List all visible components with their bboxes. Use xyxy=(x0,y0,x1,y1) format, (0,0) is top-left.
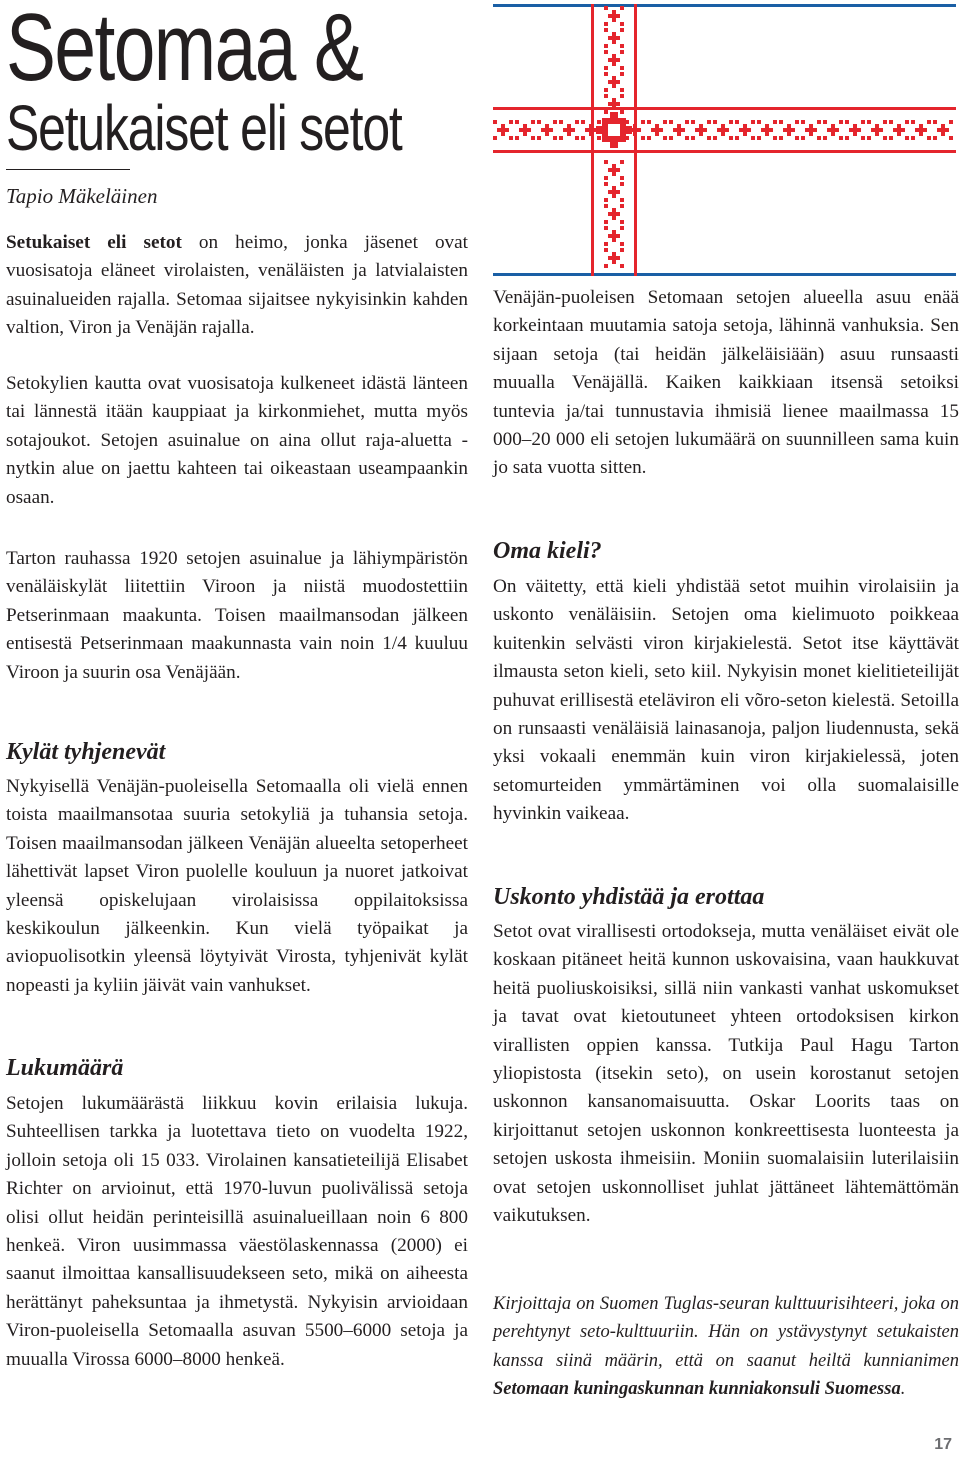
flag-motif xyxy=(735,120,739,124)
flag-motif xyxy=(641,136,645,140)
paragraph-traders: Setokylien kautta ovat vuosisatoja kulkeneet idästä länteen tai lännestä itään kauppiaat ja kirkonmiehet, mutta myös sotajoukot. Setojen asuinalue on aina ollut raja-aluetta - nytkin alue on jaettu kahteen tai oikeastaan useampaankin osaan. xyxy=(6,373,468,508)
paragraph-kieli: On väitetty, että kieli yhdistää setot muihin virolaisiin ja uskonto venäläisiin. Setojen oma kielimuoto poikkeaa kuitenkin selvästi viron kirjakielestä. Setot itse käyttävät ilmausta seton kieli, seto kiil. Nykyisin monet kielitieteilijät puhuvat erillisestä eteläviron eli võro-seton kielestä. Setoilla on runsaasti venäläisiä lainasanoja, paljon liudennusta, sekä yksi vokaali enemmän kuin viron kirjakielessä, joten setomurteiden ymmärtäminen voi olla suomalaisille hyvinkin vaikeaa. xyxy=(493,576,959,825)
paragraph-uskonto: Setot ovat virallisesti ortodokseja, mutta venäläiset eivät ole koskaan pitäneet heitä kunnon uskovaisina, vaan haukkuvat heitä puoliuskoisiksi, sillä niin vankasti vanhat uskomukset ja tavat ovat kietoutuneet yhteen ortodoksisen kirkon virallisten oppien kanssa. Tutkija Paul Hagu Tarton yliopistosta (itsekin seto), on usein korostanut setojen uskonnon kansanomaisuutta. Oskar Loorits taas on kirjoittanut setojen uskonnon konkreettisesta luonteesta ja setojen uskosta ihmeisiin. Moniin suomalaisiin luterilaisiin ovat setojen uskonnolliset juhlat jättäneet lähtemättömän vaikutuksen. xyxy=(493,921,959,1227)
flag-motif xyxy=(620,50,624,54)
flag-motif xyxy=(620,28,624,32)
page-title: Setomaa & xyxy=(6,0,363,101)
flag-motif xyxy=(604,204,608,208)
author-bio xyxy=(493,1290,959,1404)
flag-motif xyxy=(604,248,608,252)
intro-paragraph xyxy=(6,229,468,343)
flag-motif xyxy=(831,124,835,136)
flag-motif xyxy=(765,124,769,136)
flag-motif xyxy=(515,120,519,124)
author: Tapio Mäkeläinen xyxy=(6,184,158,208)
heading-kylat: Kylät tyhjenevät xyxy=(6,739,166,765)
flag-motif xyxy=(620,176,624,180)
flag-motif xyxy=(620,44,624,48)
flag-motif xyxy=(699,124,703,136)
flag-motif xyxy=(861,136,865,140)
flag-motif xyxy=(641,120,645,124)
flag-motif xyxy=(537,120,541,124)
intro-text: on heimo, jonka jäsenet ovat vuosisatoja eläneet virolaisten, venäläisten ja latvialaisten asuinalueiden rajalla. Setomaa sijaitsee nykyisinkin kahden valtion, Viron ja Venäjän rajalla. xyxy=(6,232,468,339)
flag-motif xyxy=(817,136,821,140)
flag-motif xyxy=(620,182,624,186)
flag-motif xyxy=(604,88,608,92)
flag-motif xyxy=(721,124,725,136)
heading-uskonto: Uskonto yhdistää ja erottaa xyxy=(493,884,765,910)
flag-motif xyxy=(604,198,608,202)
bio-text: Kirjoittaja on Suomen Tuglas-seuran kulttuurisihteeri, joka on perehtynyt seto-kulttuuriin. Hän on ystävystynyt setukaisten kanssa siinä määrin, että on saanut heiltä kunnianimen xyxy=(493,1294,959,1371)
paragraph-lukumaara: Setojen lukumäärästä liikkuu kovin erilaisia lukuja. Suhteellisen tarkka ja luotettava tieto on vuodelta 1922, jolloin setoja oli 15 033. Virolainen kansatieteilijä Elisabet Richter on arvioinut, että 1970-luvun puolivälissä setoja olisi ollut heidän perinteisillä asuinalueillaan noin 6 800 henkeä. Viron uusimmassa väestölaskennassa (2000) ei saanut ilmoittaa kansallisuudekseen seto, mikä on aiheesta herättänyt paheksuntaa ja ihmetystä. Nykyisin arvioidaan Viron-puoleisella Setomaalla asuvan 5500–6000 setoja ja muualla Virossa 6000–8000 henkeä. xyxy=(6,1093,468,1370)
flag-motif xyxy=(604,242,608,246)
flag-motif xyxy=(751,136,755,140)
flag-motif xyxy=(612,230,616,242)
flag-motif xyxy=(620,88,624,92)
flag-motif xyxy=(757,120,761,124)
flag-motif xyxy=(867,120,871,124)
flag-motif xyxy=(933,120,937,124)
flag-motif xyxy=(604,6,608,10)
intro-lead: Setukaiset eli setot xyxy=(6,232,182,253)
flag-motif xyxy=(620,220,624,224)
flag-motif xyxy=(823,120,827,124)
flag-motif xyxy=(795,136,799,140)
flag-motif xyxy=(531,120,535,124)
flag-motif xyxy=(559,136,563,140)
flag-top-border xyxy=(493,4,956,7)
flag-motif xyxy=(897,124,901,136)
flag-motif xyxy=(757,136,761,140)
flag-motif xyxy=(604,110,608,114)
flag-motif xyxy=(620,6,624,10)
flag-motif xyxy=(889,136,893,140)
flag-motif xyxy=(707,120,711,124)
page-subtitle: Setukaiset eli setot xyxy=(6,92,402,164)
flag-motif xyxy=(509,136,513,140)
flag-band-edge xyxy=(493,150,956,153)
flag-motif xyxy=(612,252,616,264)
flag-motif xyxy=(911,136,915,140)
title-rule xyxy=(6,169,130,170)
flag-motif xyxy=(612,32,616,44)
flag-motif xyxy=(620,160,624,164)
flag-band-edge xyxy=(634,4,637,276)
flag-motif xyxy=(751,120,755,124)
flag-motif xyxy=(685,120,689,124)
flag-motif xyxy=(604,264,608,268)
flag-motif xyxy=(604,94,608,98)
flag-motif xyxy=(604,182,608,186)
flag-motif xyxy=(905,136,909,140)
flag-motif xyxy=(809,124,813,136)
flag-motif xyxy=(861,120,865,124)
flag-motif xyxy=(933,136,937,140)
flag-motif xyxy=(604,22,608,26)
flag-motif xyxy=(515,136,519,140)
flag-motif xyxy=(575,136,579,140)
flag-motif xyxy=(845,120,849,124)
flag-motif xyxy=(581,136,585,140)
flag-motif xyxy=(553,136,557,140)
flag-motif xyxy=(743,124,747,136)
flag-motif xyxy=(493,120,497,124)
bio-end: . xyxy=(900,1379,906,1400)
flag-motif xyxy=(729,120,733,124)
flag-motif xyxy=(927,136,931,140)
flag-motif xyxy=(735,136,739,140)
flag-motif xyxy=(604,220,608,224)
flag-motif xyxy=(823,136,827,140)
flag-motif xyxy=(647,120,651,124)
flag-motif xyxy=(845,136,849,140)
flag-motif xyxy=(597,136,601,140)
flag-motif xyxy=(655,124,659,136)
flag-motif xyxy=(604,28,608,32)
flag-motif xyxy=(927,120,931,124)
flag-motif xyxy=(620,248,624,252)
flag-motif xyxy=(620,22,624,26)
flag-motif xyxy=(883,136,887,140)
flag-motif xyxy=(779,120,783,124)
flag-motif xyxy=(620,66,624,70)
flag-motif xyxy=(707,136,711,140)
flag-motif xyxy=(787,124,791,136)
flag-motif xyxy=(669,120,673,124)
flag-motif xyxy=(729,136,733,140)
flag-motif xyxy=(604,176,608,180)
flag-motif xyxy=(839,136,843,140)
flag-motif xyxy=(677,124,681,136)
flag-motif xyxy=(581,120,585,124)
flag-motif xyxy=(867,136,871,140)
flag-motif xyxy=(620,242,624,246)
flag-motif xyxy=(612,98,616,110)
flag-motif xyxy=(597,120,601,124)
flag-motif xyxy=(612,54,616,66)
flag-motif xyxy=(773,120,777,124)
flag-motif xyxy=(773,136,777,140)
bio-title: Setomaan kuningaskunnan kunniakonsuli Suomessa xyxy=(493,1379,901,1400)
flag-motif xyxy=(713,136,717,140)
flag-motif xyxy=(604,50,608,54)
flag-motif xyxy=(604,66,608,70)
flag-motif xyxy=(612,186,616,198)
flag-motif xyxy=(685,136,689,140)
heading-lukumaara: Lukumäärä xyxy=(6,1055,124,1081)
flag-motif xyxy=(575,120,579,124)
flag-motif xyxy=(612,208,616,220)
flag-motif xyxy=(801,120,805,124)
flag-motif xyxy=(941,124,945,136)
flag-motif xyxy=(620,264,624,268)
flag-motif xyxy=(620,226,624,230)
flag-motif xyxy=(509,120,513,124)
flag-motif xyxy=(875,124,879,136)
paragraph-kylat: Nykyisellä Venäjän-puoleisella Setomaalla oli vielä ennen toista maailmansotaa suuria setokyliä ja tuhansia setoja. Toisen maailmansodan jälkeen Venäjän alueelta setoperheet lähettivät lapset Viron puolelle kouluun ja nuoret jatkoivat yleensä opiskelujaan virolaisissa oppilaitoksissa keskikoulun jälkeenkin. Kun vielä työpaikat ja aviopuolisotkin yleensä löytyivät Virosta, tyhjenivät kylät nopeasti ja kyliin jäivät vain vanhukset. xyxy=(6,776,468,996)
heading-kieli: Oma kieli? xyxy=(493,538,602,564)
flag-motif xyxy=(691,136,695,140)
flag-motif xyxy=(567,124,571,136)
flag-band-edge xyxy=(591,4,594,276)
paragraph-russia-side: Venäjän-puoleisen Setomaan setojen alueella asuu enää korkeintaan muutamia satoja setoja, lähinnä vanhuksia. Sen sijaan setoja (tai heidän jälkeläisiään) asuu runsaasti muualla Venäjällä. Kaiken kaikkiaan itsensä setoiksi tuntevia ja/tai tunnustavia ihmisiä lienee maailmassa 15 000–20 000 eli setojen lukumäärä on suunnilleen sama kuin jo sata vuotta sitten. xyxy=(493,287,959,479)
flag-motif xyxy=(817,120,821,124)
flag-motif xyxy=(795,120,799,124)
flag-motif xyxy=(604,226,608,230)
flag-motif xyxy=(612,76,616,88)
flag-motif xyxy=(839,120,843,124)
flag-motif xyxy=(553,120,557,124)
flag-motif xyxy=(779,136,783,140)
flag-motif xyxy=(620,72,624,76)
flag-motif xyxy=(545,124,549,136)
flag-motif xyxy=(949,120,953,124)
flag-motif xyxy=(663,120,667,124)
flag-motif xyxy=(911,120,915,124)
flag-motif xyxy=(501,124,505,136)
flag-motif xyxy=(919,124,923,136)
seto-flag-image xyxy=(493,4,956,276)
flag-motif xyxy=(853,124,857,136)
flag-motif xyxy=(523,124,527,136)
flag-motif xyxy=(620,110,624,114)
flag-motif xyxy=(949,136,953,140)
flag-motif xyxy=(612,10,616,22)
flag-motif xyxy=(604,160,608,164)
paragraph-tartu-peace: Tarton rauhassa 1920 setojen asuinalue ja lähiympäristön venäläiskylät liitettiin Viroon ja niistä muodostettiin Petserinmaan maakunta. Toisen maailmansodan jälkeen entisestä Petserinmaan maakunnasta vain noin 1/4 kuuluu Viroon ja suurin osa Venäjään. xyxy=(6,548,468,683)
flag-center-gap xyxy=(608,124,620,136)
flag-band-edge xyxy=(493,107,956,110)
flag-motif xyxy=(663,136,667,140)
flag-motif xyxy=(647,136,651,140)
flag-motif xyxy=(620,204,624,208)
flag-motif xyxy=(612,164,616,176)
flag-motif xyxy=(713,120,717,124)
flag-motif xyxy=(801,136,805,140)
flag-motif xyxy=(620,94,624,98)
flag-motif xyxy=(604,72,608,76)
flag-motif xyxy=(604,44,608,48)
flag-bottom-border xyxy=(493,273,956,276)
seto-flag xyxy=(493,4,956,276)
flag-motif xyxy=(531,136,535,140)
flag-motif xyxy=(669,136,673,140)
flag-motif xyxy=(883,120,887,124)
flag-motif xyxy=(537,136,541,140)
page-number: 17 xyxy=(934,1436,952,1453)
flag-motif xyxy=(889,120,893,124)
flag-motif xyxy=(905,120,909,124)
flag-motif xyxy=(691,120,695,124)
flag-motif xyxy=(493,136,497,140)
flag-motif xyxy=(559,120,563,124)
flag-motif xyxy=(620,198,624,202)
